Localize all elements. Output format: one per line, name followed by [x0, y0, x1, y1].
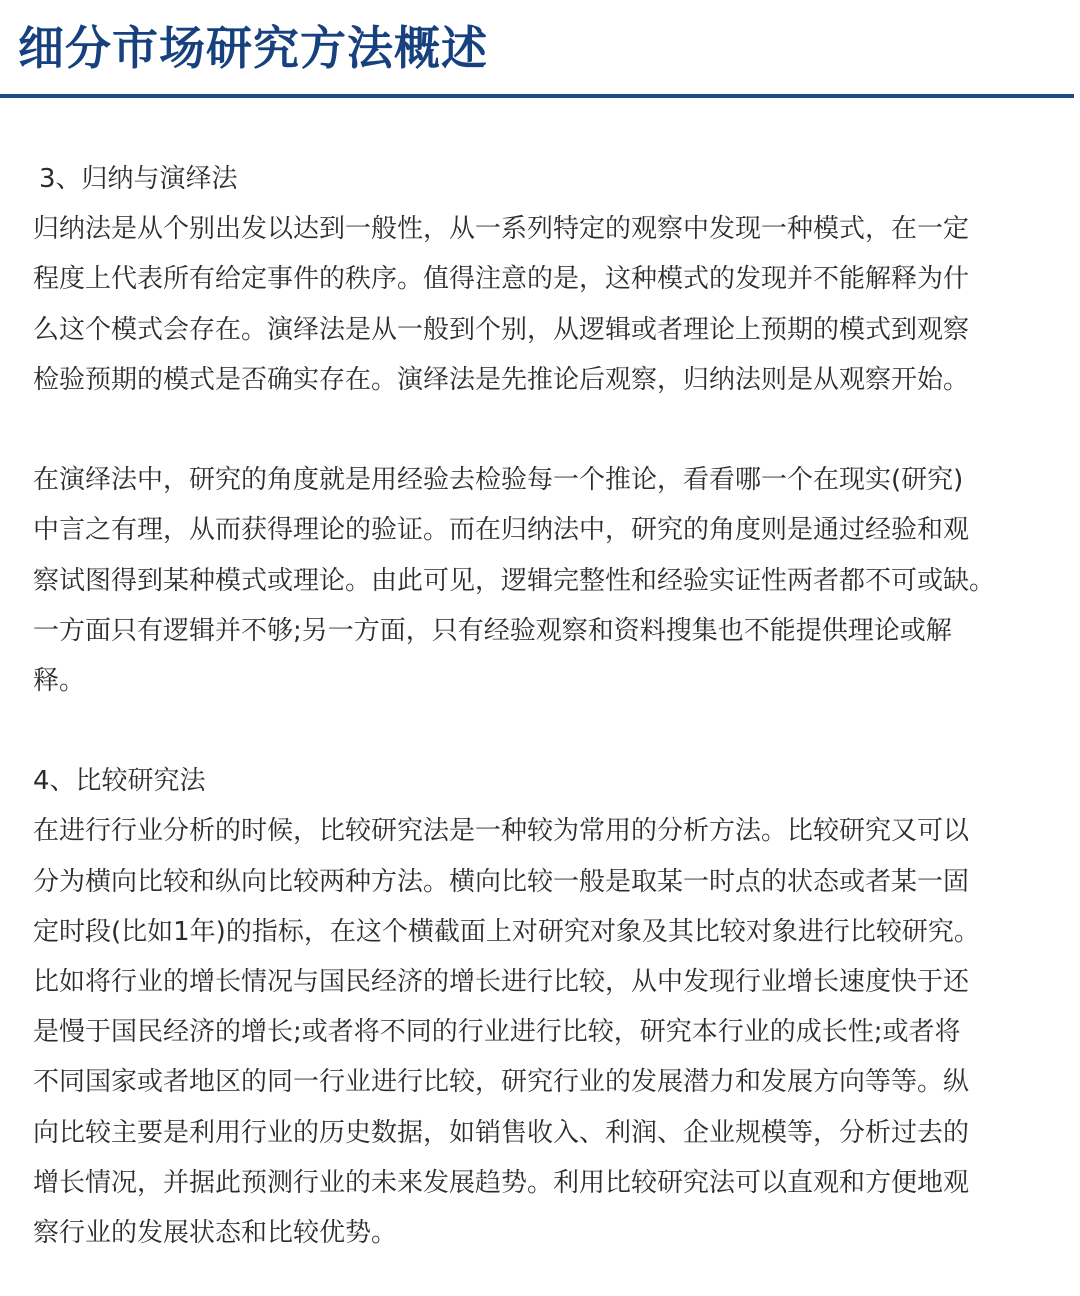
- text-line: 察行业的发展状态和比较优势。: [33, 1217, 398, 1248]
- paragraph: [33, 204, 1073, 405]
- section-comparative-research: [33, 756, 1073, 1258]
- paragraph-spacer: [33, 405, 1073, 455]
- page-header: [0, 0, 1080, 100]
- text-line: 程度上代表所有给定事件的秩序。值得注意的是，这种模式的发现并不能解释为什: [33, 264, 970, 295]
- section-heading: 4、比较研究法: [33, 766, 206, 797]
- text-line: 检验预期的模式是否确实存在。演绎法是先推论后观察，归纳法则是从观察开始。: [33, 364, 970, 395]
- section-induction-deduction: [33, 154, 1073, 706]
- paragraph: [33, 806, 1073, 1258]
- text-line: 在进行行业分析的时候，比较研究法是一种较为常用的分析方法。比较研究又可以: [33, 816, 970, 847]
- text-line: 么这个模式会存在。演绎法是从一般到个别，从逻辑或者理论上预期的模式到观察: [33, 314, 970, 345]
- article-body: [33, 154, 1073, 1258]
- text-line: 在演绎法中，研究的角度就是用经验去检验每一个推论，看看哪一个在现实(研究): [33, 465, 964, 496]
- text-line: 释。: [33, 665, 86, 696]
- header-divider: [0, 94, 1074, 98]
- text-line: 向比较主要是利用行业的历史数据，如销售收入、利润、企业规模等，分析过去的: [33, 1117, 970, 1148]
- section-heading: 3、归纳与演绎法: [39, 164, 238, 194]
- text-line: 中言之有理，从而获得理论的验证。而在归纳法中，研究的角度则是通过经验和观: [33, 515, 970, 546]
- section-spacer: [33, 706, 1073, 756]
- page-title: 细分市场研究方法概述: [18, 21, 488, 75]
- paragraph: [33, 455, 1073, 706]
- text-line: 比如将行业的增长情况与国民经济的增长进行比较，从中发现行业增长速度快于还: [33, 967, 970, 997]
- text-line: 增长情况，并据此预测行业的未来发展趋势。利用比较研究法可以直观和方便地观: [33, 1167, 970, 1198]
- text-line: 一方面只有逻辑并不够;另一方面，只有经验观察和资料搜集也不能提供理论或解: [33, 615, 952, 646]
- text-line: 定时段(比如1年)的指标，在这个横截面上对研究对象及其比较对象进行比较研究。: [33, 916, 980, 947]
- text-line: 分为横向比较和纵向比较两种方法。横向比较一般是取某一时点的状态或者某一固: [33, 866, 970, 897]
- text-line: 察试图得到某种模式或理论。由此可见，逻辑完整性和经验实证性两者都不可或缺。: [33, 565, 996, 596]
- text-line: 是慢于国民经济的增长;或者将不同的行业进行比较，研究本行业的成长性;或者将: [33, 1017, 961, 1048]
- text-line: 不同国家或者地区的同一行业进行比较，研究行业的发展潜力和发展方向等等。纵: [33, 1067, 970, 1098]
- text-line: 归纳法是从个别出发以达到一般性，从一系列特定的观察中发现一种模式，在一定: [33, 214, 970, 245]
